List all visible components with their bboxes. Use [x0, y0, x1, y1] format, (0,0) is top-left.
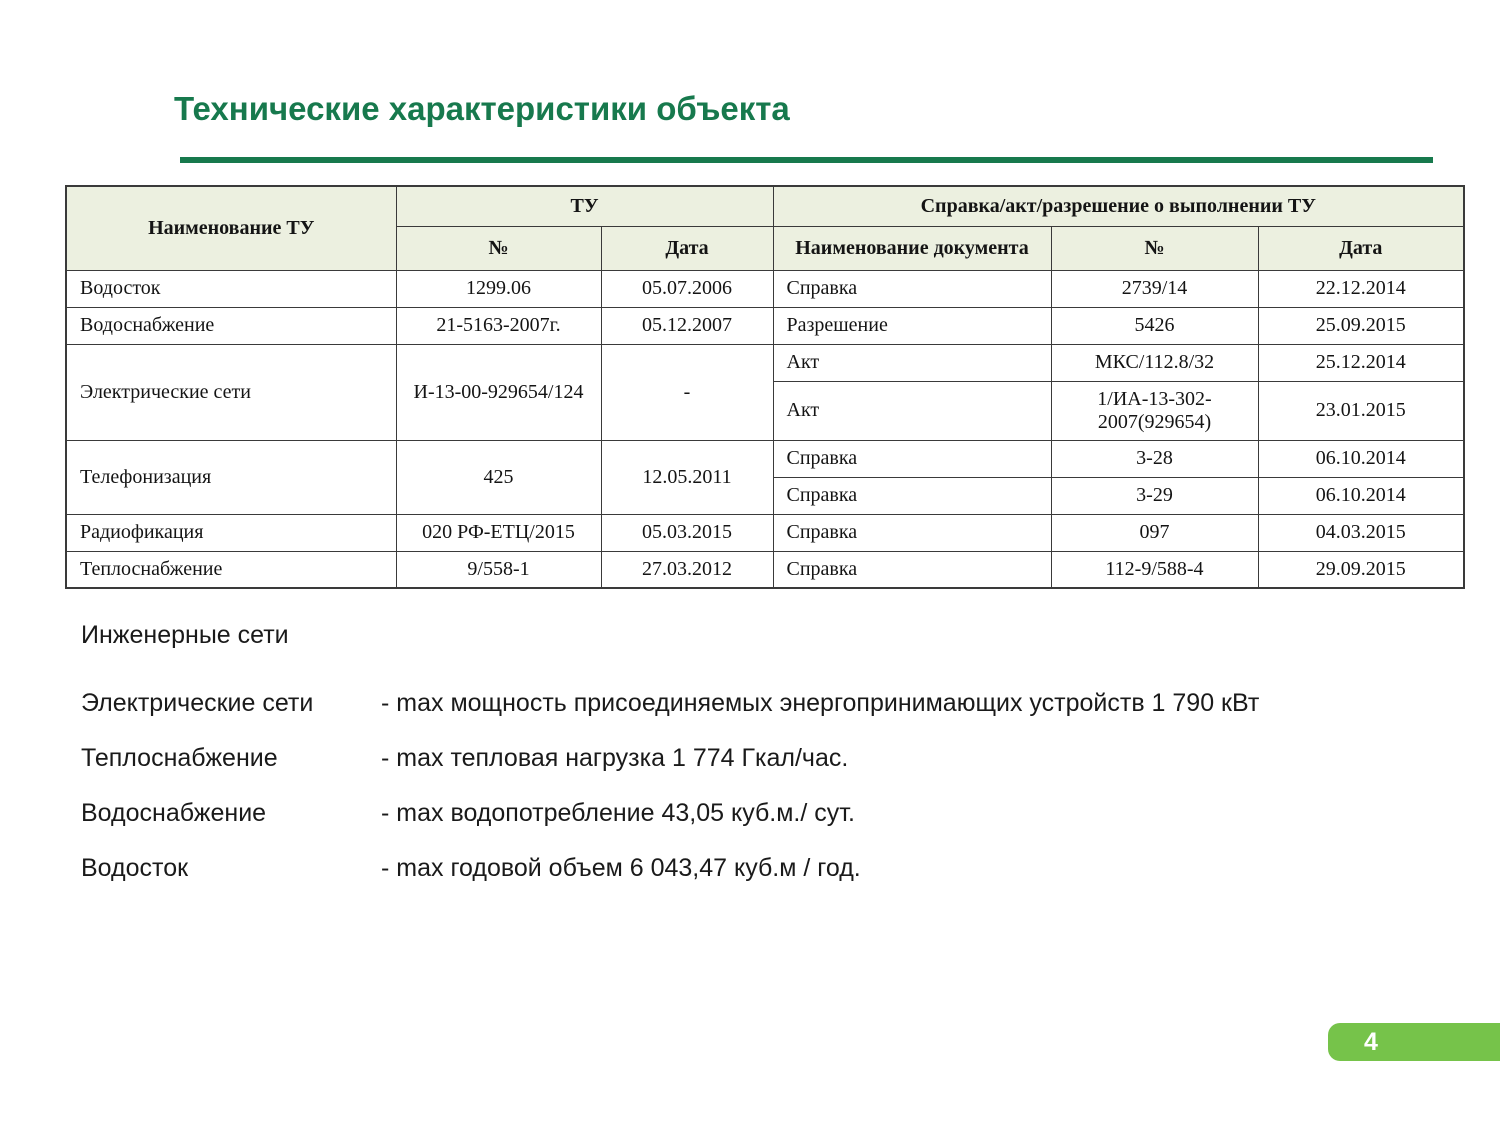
table-cell: 2739/14 [1051, 270, 1258, 307]
table-cell: 1299.06 [396, 270, 601, 307]
table-cell: 06.10.2014 [1258, 477, 1464, 514]
note-row [81, 688, 1259, 718]
table-cell: 05.12.2007 [601, 307, 773, 344]
table-cell: 425 [396, 440, 601, 514]
table-row [66, 270, 1464, 307]
table-cell: 3-28 [1051, 440, 1258, 477]
note-row [81, 743, 1259, 773]
note-value: - max годовой объем 6 043,47 куб.м / год. [381, 854, 861, 882]
table-cell: 5426 [1051, 307, 1258, 344]
table-cell: 1/ИА-13-302-2007(929654) [1051, 381, 1258, 440]
header-result-group: Справка/акт/разрешение о выполнении ТУ [773, 186, 1464, 226]
page-number-badge [1328, 1023, 1500, 1061]
note-value: - max мощность присоединяемых энергопринимающих устройств 1 790 кВт [381, 689, 1260, 717]
table-cell: 3-29 [1051, 477, 1258, 514]
header-name-tu: Наименование ТУ [66, 186, 396, 270]
table-cell: Справка [773, 270, 1051, 307]
table-row [66, 514, 1464, 551]
tech-specs-table [65, 185, 1465, 589]
table-cell: 12.05.2011 [601, 440, 773, 514]
table-row [66, 344, 1464, 381]
table-cell: Акт [773, 381, 1051, 440]
table-cell: Водоснабжение [66, 307, 396, 344]
table-cell: 21-5163-2007г. [396, 307, 601, 344]
table-cell: 22.12.2014 [1258, 270, 1464, 307]
table-cell: 04.03.2015 [1258, 514, 1464, 551]
table-cell: И-13-00-929654/124 [396, 344, 601, 440]
table-cell: Теплоснабжение [66, 551, 396, 588]
table-cell: Справка [773, 477, 1051, 514]
notes-heading: Инженерные сети [81, 621, 289, 649]
table-cell: 112-9/588-4 [1051, 551, 1258, 588]
table-cell: 25.12.2014 [1258, 344, 1464, 381]
table-cell: МКС/112.8/32 [1051, 344, 1258, 381]
table-cell: Справка [773, 514, 1051, 551]
note-value: - max водопотребление 43,05 куб.м./ сут. [381, 799, 855, 827]
table-cell: Электрические сети [66, 344, 396, 440]
page-number: 4 [1364, 1028, 1378, 1056]
notes-section [81, 620, 1259, 908]
table-cell: - [601, 344, 773, 440]
header-doc-date: Дата [1258, 226, 1464, 270]
table-cell: Акт [773, 344, 1051, 381]
header-doc-name: Наименование документа [773, 226, 1051, 270]
table-cell: 9/558-1 [396, 551, 601, 588]
table-header-row [66, 186, 1464, 226]
table-cell: 06.10.2014 [1258, 440, 1464, 477]
note-row [81, 798, 1259, 828]
table-cell: Радиофикация [66, 514, 396, 551]
table-cell: 020 РФ-ЕТЦ/2015 [396, 514, 601, 551]
note-label: Теплоснабжение [81, 744, 278, 772]
header-doc-number: № [1051, 226, 1258, 270]
table-cell: 097 [1051, 514, 1258, 551]
header-tu-group: ТУ [396, 186, 773, 226]
table-cell: Справка [773, 551, 1051, 588]
note-label: Водосток [81, 854, 189, 882]
table-cell: 05.03.2015 [601, 514, 773, 551]
table-cell: Телефонизация [66, 440, 396, 514]
table-cell: 29.09.2015 [1258, 551, 1464, 588]
table-cell: Справка [773, 440, 1051, 477]
note-value: - max тепловая нагрузка 1 774 Гкал/час. [381, 744, 849, 772]
table-cell: 23.01.2015 [1258, 381, 1464, 440]
table-cell: 27.03.2012 [601, 551, 773, 588]
note-label: Электрические сети [81, 689, 314, 717]
header-tu-number: № [396, 226, 601, 270]
table-cell: Водосток [66, 270, 396, 307]
title-underline [180, 157, 1433, 163]
table-row [66, 440, 1464, 477]
table-cell: Разрешение [773, 307, 1051, 344]
page-title: Технические характеристики объекта [174, 90, 790, 127]
table-cell: 25.09.2015 [1258, 307, 1464, 344]
table-row [66, 551, 1464, 588]
table-row [66, 307, 1464, 344]
note-label: Водоснабжение [81, 799, 267, 827]
note-row [81, 853, 1259, 883]
header-tu-date: Дата [601, 226, 773, 270]
table-cell: 05.07.2006 [601, 270, 773, 307]
